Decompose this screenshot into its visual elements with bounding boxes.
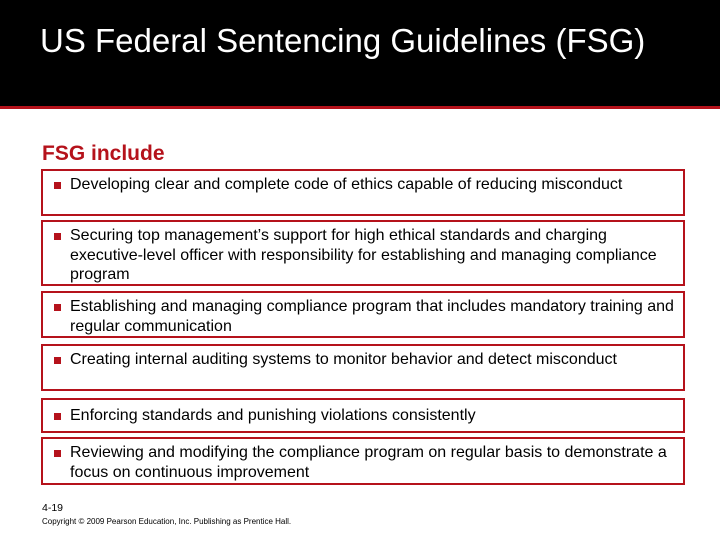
bullet-item <box>41 398 685 433</box>
bullet-item <box>41 291 685 338</box>
bullet-item <box>41 437 685 485</box>
bullet-text: Reviewing and modifying the compliance program on regular basis to demonstrate a focus on continuous improvement <box>70 444 667 481</box>
square-bullet-icon <box>54 182 61 189</box>
bullet-text: Establishing and managing compliance program that includes mandatory training and regular communication <box>70 298 674 335</box>
square-bullet-icon <box>54 357 61 364</box>
bullet-text: Developing clear and complete code of ethics capable of reducing misconduct <box>70 176 623 193</box>
title-bar <box>0 0 720 106</box>
page-number: 4-19 <box>42 502 64 514</box>
bullet-text: Creating internal auditing systems to monitor behavior and detect misconduct <box>70 351 617 368</box>
copyright-notice: Copyright © 2009 Pearson Education, Inc. Publishing as Prentice Hall. <box>42 517 292 526</box>
title-accent-line <box>0 106 720 109</box>
square-bullet-icon <box>54 413 61 420</box>
bullet-item <box>41 344 685 391</box>
section-subheading: FSG include <box>42 142 165 165</box>
bullet-text: Enforcing standards and punishing violations consistently <box>70 407 476 424</box>
square-bullet-icon <box>54 450 61 457</box>
square-bullet-icon <box>54 304 61 311</box>
square-bullet-icon <box>54 233 61 240</box>
bullet-item <box>41 220 685 286</box>
bullet-text: Securing top management’s support for high ethical standards and charging executive-level officer with responsibility for establishing and managing compliance program <box>70 227 657 283</box>
bullet-item <box>41 169 685 216</box>
slide-title: US Federal Sentencing Guidelines (FSG) <box>40 22 646 59</box>
